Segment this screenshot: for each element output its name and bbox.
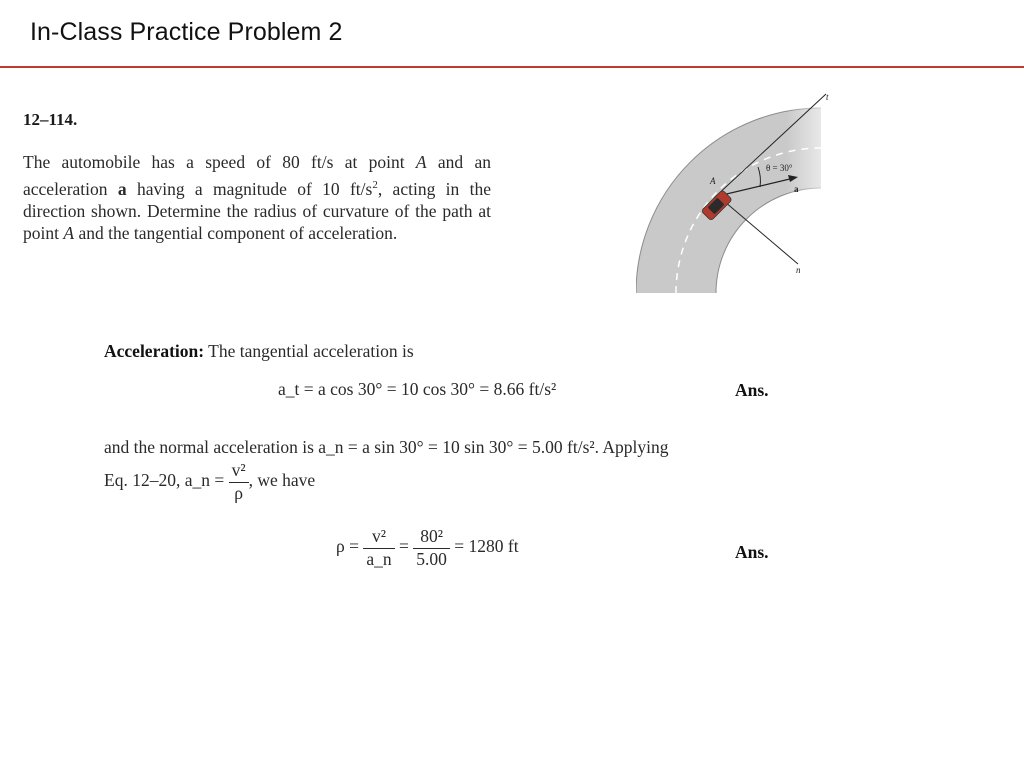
tangential-equation: a_t = a cos 30° = 10 cos 30° = 8.66 ft/s² [278, 379, 557, 399]
rho-result: = 1280 ft [454, 536, 519, 557]
problem-point-a: A [415, 152, 427, 172]
fraction-denominator: ρ [234, 482, 243, 503]
eq-ref-prefix: Eq. 12–20, a_n = [104, 470, 225, 491]
acceleration-intro-text: The tangential acceleration is [204, 341, 414, 361]
label-n: n [796, 265, 801, 275]
fraction-numerator: v² [229, 462, 249, 483]
eq-ref-suffix: , we have [248, 470, 316, 491]
problem-statement [23, 151, 491, 245]
acceleration-heading: Acceleration: [104, 341, 205, 361]
label-theta: θ = 30° [766, 163, 793, 173]
rho-lhs: ρ = [336, 536, 359, 557]
answer-label-1: Ans. [735, 380, 769, 400]
problem-point-a-2: A [63, 223, 75, 244]
equation-reference-line [104, 462, 315, 502]
v2-over-rho-fraction [229, 462, 249, 502]
slide-title: In-Class Practice Problem 2 [30, 18, 343, 46]
frac2-numerator: 80² [413, 528, 450, 549]
title-divider [0, 66, 1024, 68]
frac1-denominator: a_n [366, 548, 392, 569]
frac2-denominator: 5.00 [416, 548, 447, 569]
problem-accel-symbol: a [117, 178, 127, 199]
v2-over-an-fraction [363, 528, 394, 568]
label-a-vector: a [794, 184, 799, 194]
speed-over-an-fraction [413, 528, 450, 568]
problem-text-1: The automobile has a speed of 80 ft/s at point [23, 152, 416, 172]
radius-equation [336, 528, 519, 568]
problem-text-3: having a magnitude of 10 ft/s [126, 178, 373, 199]
rho-equals: = [399, 536, 409, 557]
problem-superscript: 2 [372, 178, 378, 191]
label-point-a: A [710, 176, 716, 186]
normal-acceleration-line: and the normal acceleration is a_n = a sin 30° = 10 sin 30° = 5.00 ft/s². Applying [104, 437, 669, 457]
problem-number: 12–114. [23, 110, 78, 129]
problem-text-4: , acting in the direction shown. Determine the radius of curvature of the path at point [23, 178, 491, 244]
frac1-numerator: v² [363, 528, 394, 549]
problem-text-2: and an acceleration [23, 152, 491, 199]
label-t: t [826, 92, 829, 102]
road-curve-figure [636, 88, 846, 293]
acceleration-intro [104, 341, 414, 362]
problem-text-5: and the tangential component of acceleration. [74, 223, 398, 244]
answer-label-2: Ans. [735, 542, 769, 562]
